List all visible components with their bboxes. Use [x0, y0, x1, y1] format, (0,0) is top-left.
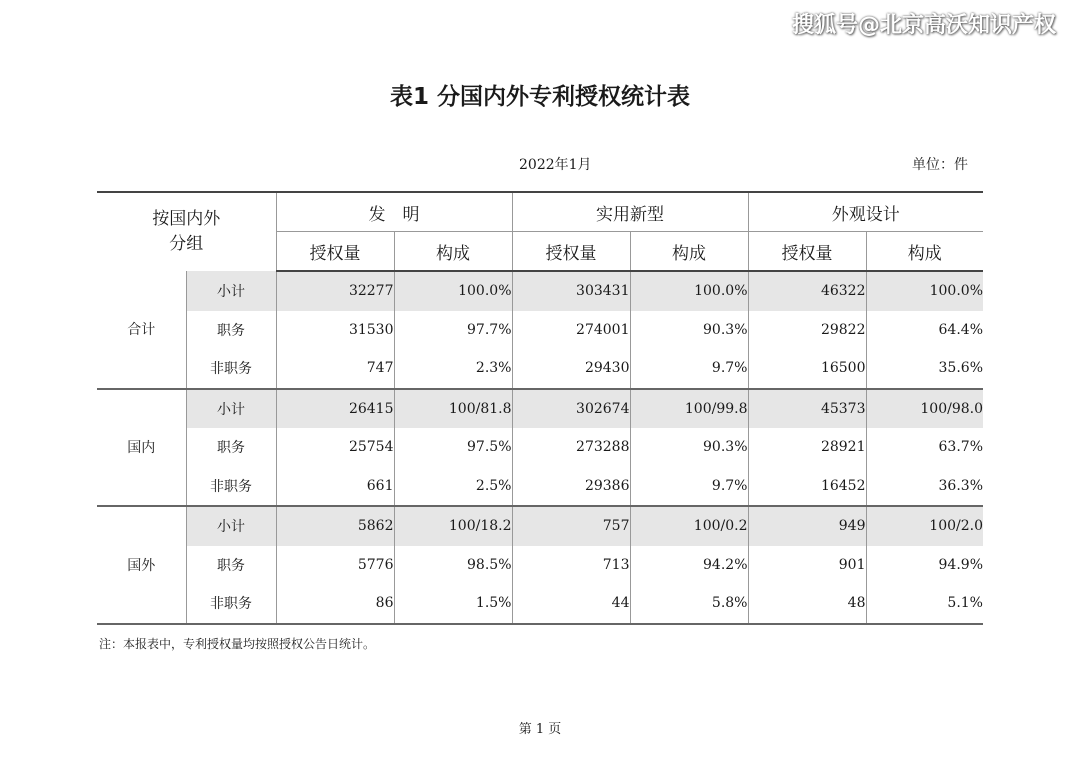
- cell-value: 46322: [748, 271, 866, 311]
- row-label: 小计: [186, 271, 276, 311]
- row-label: 非职务: [186, 467, 276, 507]
- cell-value: 100/2.0: [866, 506, 983, 546]
- cell-value: 36.3%: [866, 467, 983, 507]
- row-label: 小计: [186, 389, 276, 429]
- cell-value: 1.5%: [394, 584, 512, 624]
- cell-value: 100.0%: [630, 271, 748, 311]
- table-row: [97, 311, 983, 350]
- col-composition: 构成: [630, 232, 748, 272]
- col-composition: 构成: [866, 232, 983, 272]
- cell-value: 100/81.8: [394, 389, 512, 429]
- cell-value: 901: [748, 546, 866, 585]
- footnote: 注：本报表中，专利授权量均按照授权公告日统计。: [99, 637, 376, 651]
- cell-value: 661: [276, 467, 394, 507]
- cell-value: 31530: [348, 321, 394, 338]
- category-invention-header: 发 明: [276, 192, 512, 232]
- cell-value: 86: [276, 584, 394, 624]
- table-row: [97, 428, 983, 467]
- row-label: 非职务: [186, 584, 276, 624]
- group-label: 国外: [97, 506, 186, 624]
- cell-value: 949: [748, 506, 866, 546]
- group-header: 按国内外 分组: [97, 192, 276, 271]
- cell-value: 100.0%: [866, 271, 983, 311]
- cell-value: 9.7%: [630, 349, 748, 389]
- cell-value: 5.1%: [866, 584, 983, 624]
- cell-value: 64.4%: [866, 311, 983, 350]
- table-row: [97, 506, 983, 546]
- cell-value: 757: [512, 506, 630, 546]
- cell-value: 29386: [512, 467, 630, 507]
- cell-value: 5776: [357, 556, 394, 573]
- cell-value: 98.5%: [394, 546, 512, 585]
- cell-value: 44: [512, 584, 630, 624]
- table-row: [97, 467, 983, 507]
- row-label: 职务: [186, 546, 276, 585]
- cell-value: 63.7%: [866, 428, 983, 467]
- cell-value: 9.7%: [630, 467, 748, 507]
- cell-value: 100.0%: [394, 271, 512, 311]
- cell-value: 90.3%: [630, 311, 748, 350]
- cell-value: 5.8%: [630, 584, 748, 624]
- cell-value: 16452: [748, 467, 866, 507]
- row-label: 小计: [186, 506, 276, 546]
- row-label: 非职务: [186, 349, 276, 389]
- page-number: 第 1 页: [518, 722, 562, 737]
- group-label: 合计: [97, 271, 186, 389]
- cell-value: 5862: [276, 506, 394, 546]
- category-design-header: 外观设计: [748, 192, 983, 232]
- cell-value: 45373: [748, 389, 866, 429]
- table-row: [97, 546, 983, 585]
- cell-value: 29430: [512, 349, 630, 389]
- cell-value: 16500: [748, 349, 866, 389]
- col-grant-count: 授权量: [512, 232, 630, 272]
- cell-value: 100/18.2: [394, 506, 512, 546]
- cell-value: 274001: [512, 311, 630, 350]
- cell-value: 303431: [512, 271, 630, 311]
- cell-value: 48: [748, 584, 866, 624]
- cell-value: 302674: [512, 389, 630, 429]
- table-row: [97, 349, 983, 389]
- unit-label: 单位：件: [912, 157, 968, 173]
- cell-value: 97.5%: [394, 428, 512, 467]
- cell-value: 713: [512, 546, 630, 585]
- group-label: 国内: [97, 389, 186, 507]
- cell-value: 26415: [276, 389, 394, 429]
- cell-value: 2.5%: [394, 467, 512, 507]
- category-utility-header: 实用新型: [512, 192, 748, 232]
- patent-stats-table: [97, 191, 983, 625]
- cell-value: 100/98.0: [866, 389, 983, 429]
- cell-value: 94.9%: [866, 546, 983, 585]
- cell-value: 97.7%: [394, 311, 512, 350]
- cell-value: 100/99.8: [630, 389, 748, 429]
- row-label: 职务: [186, 428, 276, 467]
- cell-value: 32277: [276, 271, 394, 311]
- cell-value: 100/0.2: [630, 506, 748, 546]
- cell-value: 29822: [748, 311, 866, 350]
- watermark: 搜狐号@北京高沃知识产权: [791, 13, 1056, 38]
- table-body: [97, 271, 983, 624]
- cell-value: 28921: [748, 428, 866, 467]
- cell-value: 2.3%: [394, 349, 512, 389]
- cell-value: 747: [276, 349, 394, 389]
- cell-value: 94.2%: [630, 546, 748, 585]
- table-row: [97, 584, 983, 624]
- table-row: [97, 389, 983, 429]
- report-date: 2022年1月: [519, 157, 592, 173]
- col-grant-count: 授权量: [276, 232, 394, 272]
- cell-value: 25754: [348, 439, 394, 456]
- cell-value: 273288: [512, 428, 630, 467]
- cell-value: 35.6%: [866, 349, 983, 389]
- table-row: [97, 271, 983, 311]
- cell-value: 90.3%: [630, 428, 748, 467]
- col-grant-count: 授权量: [748, 232, 866, 272]
- row-label: 职务: [186, 311, 276, 350]
- table-title: 表1 分国内外专利授权统计表: [389, 84, 690, 110]
- col-composition: 构成: [394, 232, 512, 272]
